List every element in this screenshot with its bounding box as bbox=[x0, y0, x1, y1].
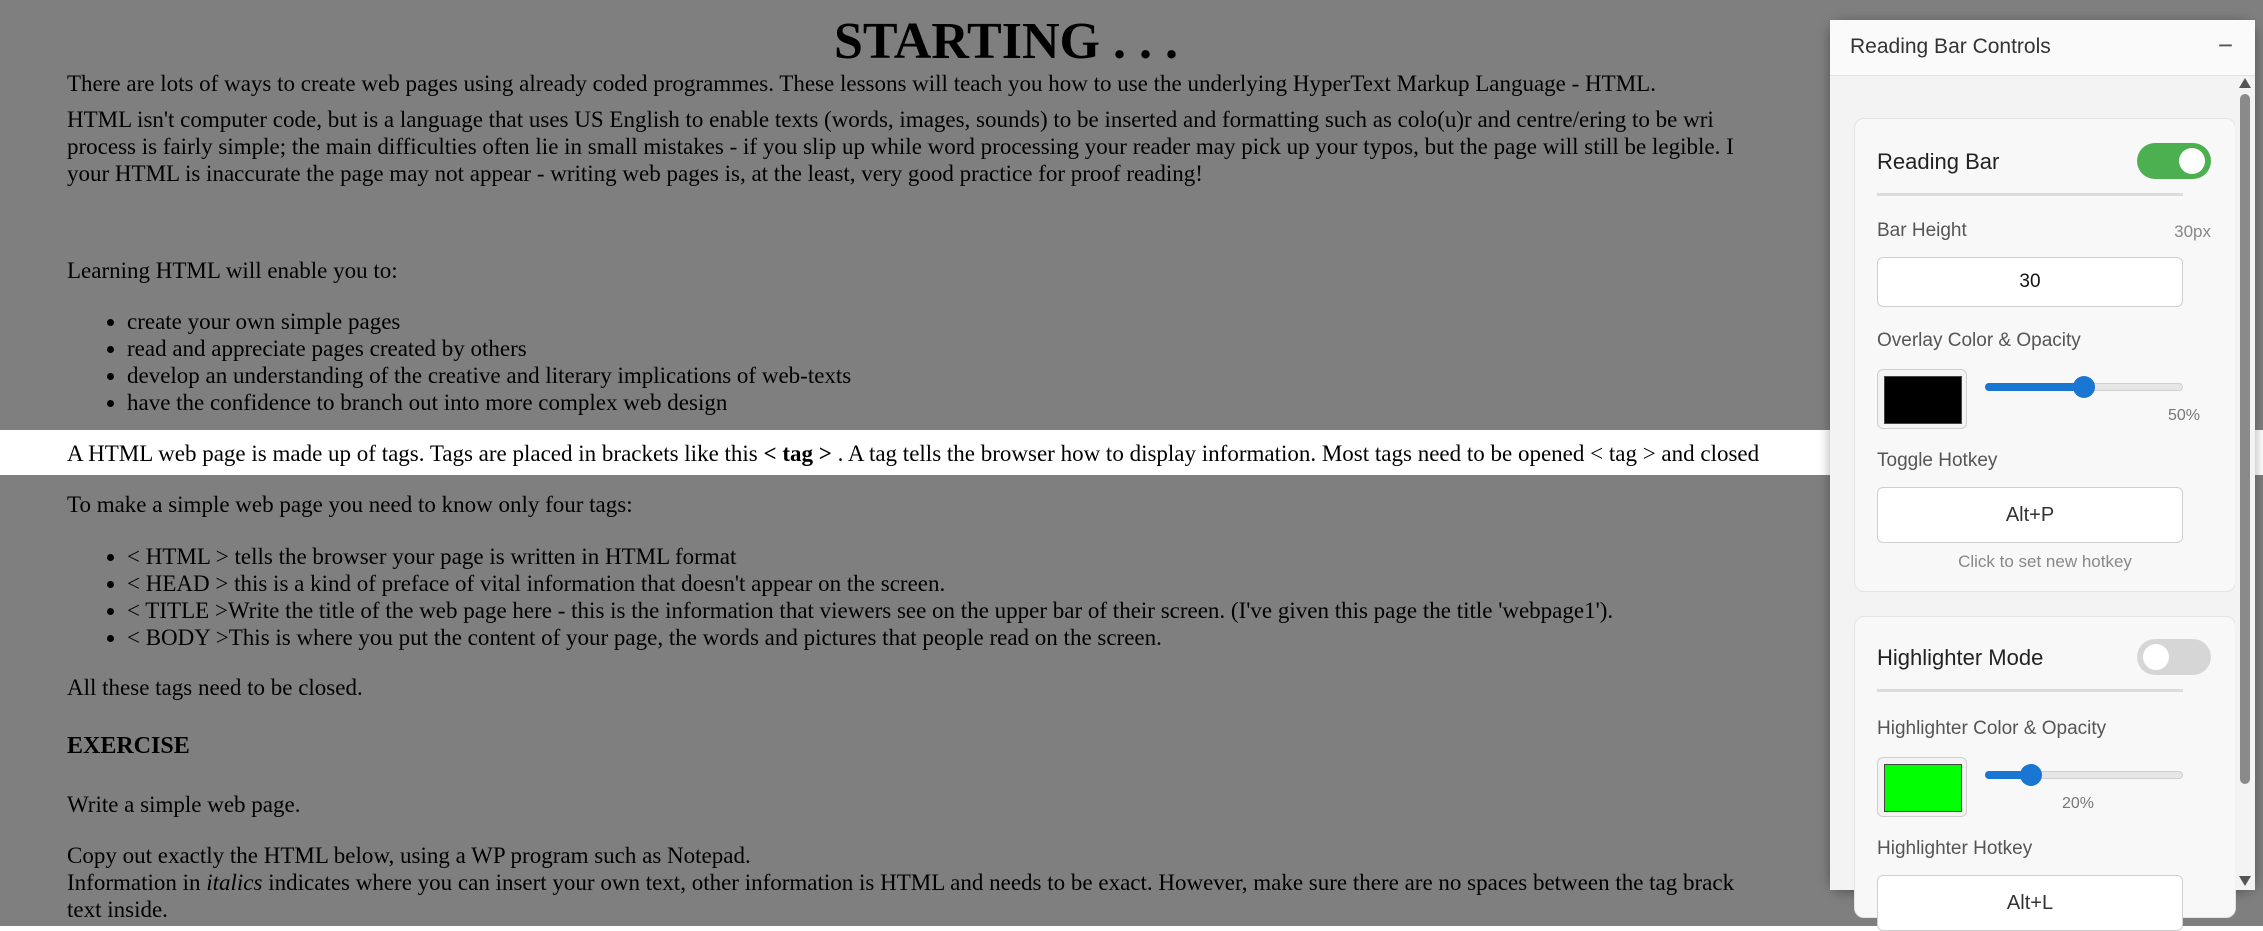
toggle-knob bbox=[2143, 644, 2169, 670]
highlighter-color-swatch bbox=[1884, 764, 1962, 812]
highlighter-hotkey-button[interactable]: Alt+L bbox=[1877, 875, 2183, 931]
tags-text-pre: A HTML web page is made up of tags. Tags are placed in brackets like this bbox=[67, 441, 764, 466]
highlighter-mode-label: Highlighter Mode bbox=[1877, 645, 2044, 670]
bar-height-value: 30px bbox=[2174, 222, 2211, 241]
slider-thumb[interactable] bbox=[2073, 376, 2095, 398]
reading-bar-section bbox=[1854, 118, 2236, 592]
overlay-opacity-value: 50% bbox=[2167, 407, 2201, 424]
highlighter-toggle[interactable] bbox=[2137, 639, 2211, 675]
bar-height-input[interactable]: 30 bbox=[1877, 257, 2183, 307]
section-divider bbox=[1877, 193, 2183, 196]
highlighter-section bbox=[1854, 616, 2236, 918]
reading-bar-label: Reading Bar bbox=[1877, 149, 2000, 174]
slider-thumb[interactable] bbox=[2020, 764, 2042, 786]
highlighter-opacity-slider[interactable] bbox=[1985, 757, 2183, 797]
tag-example: < tag > bbox=[763, 441, 832, 466]
reading-bar-controls-panel bbox=[1830, 20, 2255, 914]
scroll-up-icon[interactable] bbox=[2239, 78, 2251, 88]
panel-header bbox=[1830, 20, 2255, 76]
overlay-color-label: Overlay Color & Opacity bbox=[1877, 330, 2081, 351]
bar-height-label: Bar Height bbox=[1877, 220, 1967, 241]
panel-scrollbar[interactable] bbox=[2235, 76, 2255, 890]
toggle-hotkey-label: Toggle Hotkey bbox=[1877, 450, 1998, 471]
toggle-hotkey-button[interactable]: Alt+P bbox=[1877, 487, 2183, 543]
hotkey-hint: Click to set new hotkey bbox=[1958, 552, 2132, 571]
panel-title: Reading Bar Controls bbox=[1850, 35, 2051, 58]
reading-bar-toggle[interactable] bbox=[2137, 143, 2211, 179]
panel-scroll-area[interactable] bbox=[1830, 76, 2235, 914]
overlay-color-swatch bbox=[1884, 376, 1962, 424]
section-divider bbox=[1877, 689, 2183, 692]
highlighter-hotkey-label: Highlighter Hotkey bbox=[1877, 838, 2033, 859]
toggle-knob bbox=[2179, 148, 2205, 174]
highlighter-color-picker[interactable] bbox=[1877, 757, 1967, 817]
tags-text-post: . A tag tells the browser how to display information. Most tags need to be opened < tag > and closed bbox=[831, 441, 1760, 466]
scrollbar-thumb[interactable] bbox=[2240, 94, 2250, 784]
slider-fill bbox=[1985, 383, 2084, 391]
paragraph-tags bbox=[67, 440, 1997, 467]
overlay-opacity-slider[interactable] bbox=[1985, 369, 2183, 409]
scroll-down-icon[interactable] bbox=[2239, 876, 2251, 886]
overlay-color-picker[interactable] bbox=[1877, 369, 1967, 429]
highlighter-color-label: Highlighter Color & Opacity bbox=[1877, 718, 2107, 739]
highlighter-opacity-value: 20% bbox=[2061, 795, 2095, 812]
minimize-icon[interactable]: − bbox=[2217, 30, 2233, 60]
